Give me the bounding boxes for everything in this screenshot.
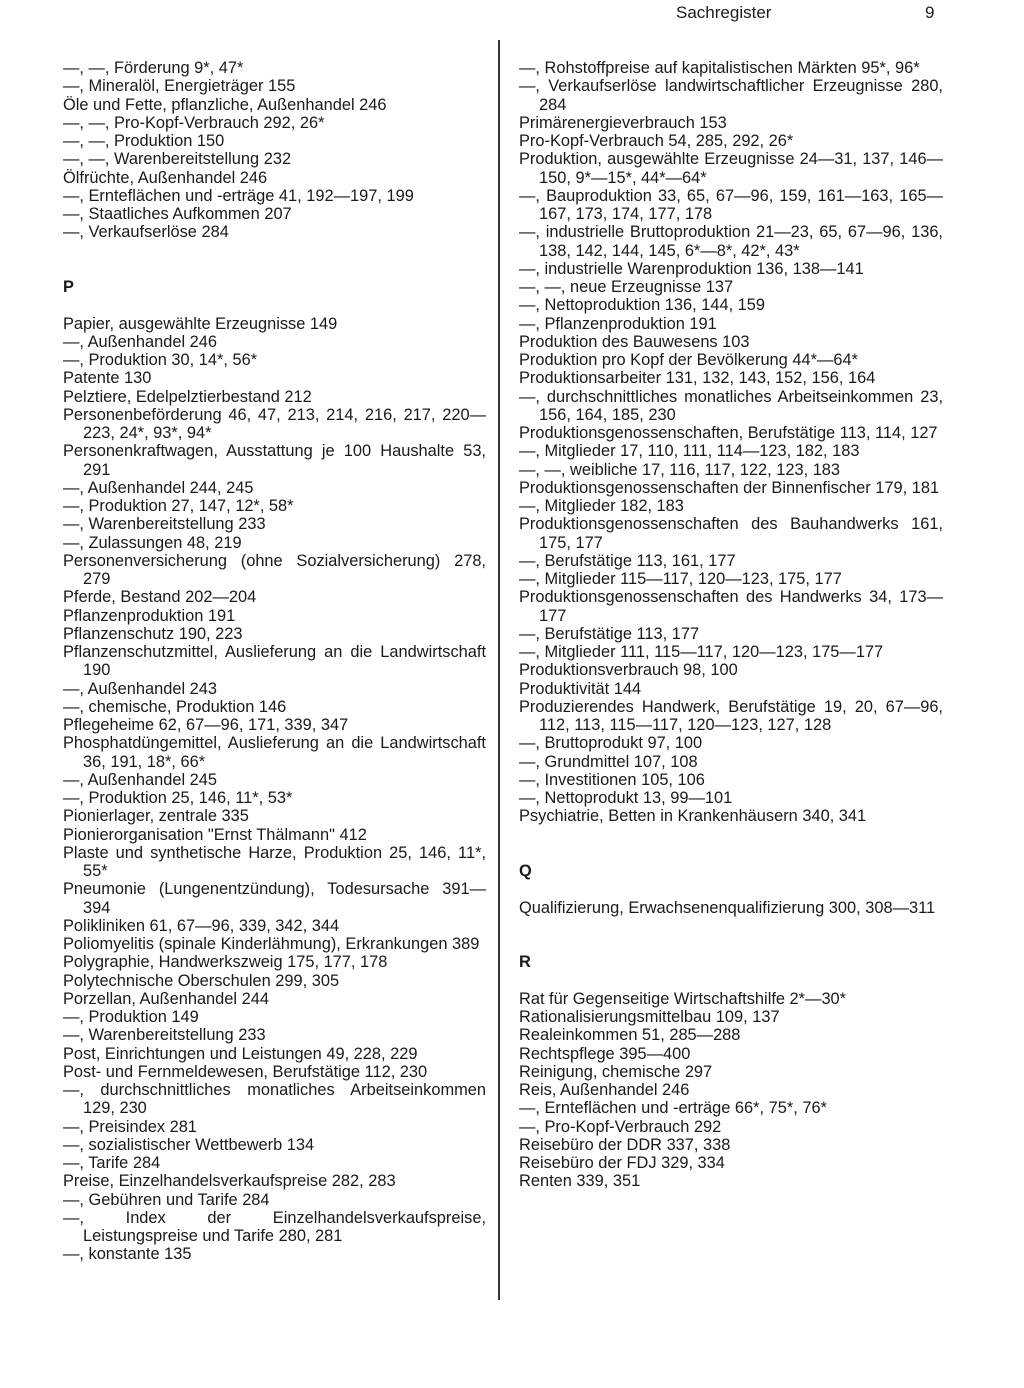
index-entry: Produzierendes Handwerk, Berufstätige 19, 20, 67—96, 112, 113, 115—117, 120—123, 127, 128 [519, 697, 943, 734]
index-entry: —, Pro-Kopf-Verbrauch 292 [519, 1117, 722, 1136]
index-entry: —, Nettoproduktion 136, 144, 159 [519, 296, 766, 315]
index-entry: —, Warenbereitstellung 233 [63, 1026, 266, 1045]
index-entry: —, Außenhandel 244, 245 [63, 478, 254, 497]
index-entry: —, Außenhandel 245 [63, 770, 218, 789]
column-divider [498, 40, 500, 1300]
index-entry: —, Index der Einzelhandelsverkaufspreise, Leistungspreise und Tarife 280, 281 [63, 1208, 486, 1245]
index-entry: —, Außenhandel 243 [63, 679, 218, 698]
index-entry: Renten 339, 351 [519, 1172, 641, 1191]
index-entry: Produktion pro Kopf der Bevölkerung 44*—64* [519, 351, 858, 369]
index-entry: Preise, Einzelhandelsverkaufspreise 282, 283 [63, 1172, 396, 1191]
index-entry: —, —, neue Erzeugnisse 137 [519, 278, 734, 296]
index-entry: —, —, Warenbereitstellung 232 [63, 150, 292, 169]
index-entry: —, Mitglieder 111, 115—117, 120—123, 175—177 [519, 643, 884, 661]
index-entry: Papier, ausgewählte Erzeugnisse 149 [63, 314, 338, 333]
blank-line [63, 242, 486, 260]
index-entry: Psychiatrie, Betten in Krankenhäusern 340, 341 [519, 807, 867, 826]
index-entry: —, Produktion 149 [63, 1008, 199, 1026]
index-entry: Primärenergieverbrauch 153 [519, 113, 727, 132]
index-entry: Personenkraftwagen, Ausstattung je 100 Haushalte 53, 291 [63, 442, 486, 479]
index-entry: —, Verkaufserlöse 284 [63, 223, 229, 242]
index-entry: Pflanzenschutz 190, 223 [63, 624, 243, 643]
index-entry: Personenbeförderung 46, 47, 213, 214, 216, 217, 220—223, 24*, 93*, 94* [63, 405, 486, 442]
index-entry: Produktivität 144 [519, 679, 642, 698]
page-number: 9 [925, 3, 935, 22]
section-letter-heading: P [63, 278, 74, 296]
section-letter-heading: Q [519, 862, 532, 880]
index-entry: Produktion des Bauwesens 103 [519, 332, 750, 351]
index-entry: Ölfrüchte, Außenhandel 246 [63, 168, 268, 187]
index-entry: —, Rohstoffpreise auf kapitalistischen Märkten 95*, 96* [519, 59, 920, 77]
blank-line [63, 296, 486, 314]
index-entry: Pflanzenproduktion 191 [63, 606, 236, 625]
index-entry: Reis, Außenhandel 246 [519, 1081, 690, 1099]
index-entry: Pflegeheime 62, 67—96, 171, 339, 347 [63, 716, 349, 734]
index-entry: —, Zulassungen 48, 219 [63, 533, 242, 552]
index-column-left [63, 59, 486, 1264]
index-entry: —, Gebühren und Tarife 284 [63, 1190, 270, 1209]
blank-line [519, 935, 943, 953]
index-entry: —, Produktion 30, 14*, 56* [63, 351, 258, 369]
index-entry: Rechtspflege 395—400 [519, 1044, 691, 1063]
index-entry: —, —, Produktion 150 [63, 132, 225, 150]
index-entry: Pflanzenschutzmittel, Auslieferung an die Landwirtschaft 190 [63, 643, 486, 680]
index-entry: —, Ernteflächen und -erträge 66*, 75*, 76* [519, 1099, 827, 1118]
index-entry: —, Nettoprodukt 13, 99—101 [519, 789, 733, 807]
index-entry: —, Verkaufserlöse landwirtschaftlicher Erzeugnisse 280, 284 [519, 77, 943, 114]
blank-line [63, 260, 486, 278]
index-entry: —, industrielle Warenproduktion 136, 138—141 [519, 259, 864, 278]
index-entry: —, sozialistischer Wettbewerb 134 [63, 1135, 315, 1154]
section-letter-heading: R [519, 953, 531, 972]
index-entry: —, Mineralöl, Energieträger 155 [63, 77, 296, 96]
index-entry: Pferde, Bestand 202—204 [63, 588, 257, 607]
index-entry: Polygraphie, Handwerkszweig 175, 177, 178 [63, 953, 388, 972]
index-entry: —, Berufstätige 113, 177 [519, 624, 700, 643]
index-entry: Produktionsgenossenschaften des Bauhandwerks 161, 175, 177 [519, 515, 943, 552]
index-entry: Produktionsverbrauch 98, 100 [519, 661, 738, 680]
index-entry: Poliomyelitis (spinale Kinderlähmung), Erkrankungen 389 [63, 935, 480, 953]
index-entry: Pionierorganisation "Ernst Thälmann" 412 [63, 825, 367, 844]
index-entry: —, Berufstätige 113, 161, 177 [519, 551, 736, 570]
index-entry: Polytechnische Oberschulen 299, 305 [63, 971, 340, 990]
index-entry: Pneumonie (Lungenentzündung), Todesursache 391—394 [63, 880, 486, 917]
blank-line [519, 917, 943, 935]
index-entry: —, chemische, Produktion 146 [63, 697, 287, 716]
index-entry: —, Ernteflächen und -erträge 41, 192—197, 199 [63, 186, 414, 205]
index-entry: Produktionsgenossenschaften, Berufstätige 113, 114, 127 [519, 424, 938, 442]
index-entry: —, Außenhandel 246 [63, 332, 218, 351]
index-entry: —, Staatliches Aufkommen 207 [63, 205, 292, 223]
index-entry: Qualifizierung, Erwachsenenqualifizierung 300, 308—311 [519, 898, 936, 917]
index-entry: —, Pflanzenproduktion 191 [519, 314, 717, 333]
index-entry: Post, Einrichtungen und Leistungen 49, 228, 229 [63, 1044, 418, 1063]
index-entry: —, Produktion 27, 147, 12*, 58* [63, 497, 294, 515]
index-entry: —, Bruttoprodukt 97, 100 [519, 734, 703, 753]
index-entry: Produktionsgenossenschaften der Binnenfischer 179, 181 [519, 478, 940, 497]
blank-line [519, 844, 943, 862]
index-entry: —, —, Pro-Kopf-Verbrauch 292, 26* [63, 113, 325, 132]
index-column-right [519, 59, 943, 1191]
index-entry: Reisebüro der FDJ 329, 334 [519, 1154, 725, 1172]
index-entry: —, Mitglieder 182, 183 [519, 497, 684, 515]
index-entry: Reisebüro der DDR 337, 338 [519, 1135, 731, 1154]
index-entry: —, konstante 135 [63, 1245, 192, 1264]
index-entry: Post- und Fernmeldewesen, Berufstätige 112, 230 [63, 1062, 428, 1081]
index-entry: Porzellan, Außenhandel 244 [63, 989, 269, 1008]
index-entry: —, durchschnittliches monatliches Arbeitseinkommen 129, 230 [63, 1081, 486, 1118]
index-entry: Rationalisierungsmittelbau 109, 137 [519, 1008, 780, 1026]
index-entry: —, Grundmittel 107, 108 [519, 752, 698, 771]
blank-line [519, 880, 943, 898]
blank-line [519, 972, 943, 990]
index-entry: Realeinkommen 51, 285—288 [519, 1026, 741, 1045]
index-entry: Reinigung, chemische 297 [519, 1062, 713, 1081]
index-entry: Phosphatdüngemittel, Auslieferung an die Landwirtschaft 36, 191, 18*, 66* [63, 734, 486, 771]
index-entry: —, Preisindex 281 [63, 1117, 197, 1136]
index-entry: Polikliniken 61, 67—96, 339, 342, 344 [63, 916, 340, 935]
index-entry: —, Mitglieder 17, 110, 111, 114—123, 182, 183 [519, 442, 860, 461]
index-entry: —, Mitglieder 115—117, 120—123, 175, 177 [519, 570, 842, 588]
running-head: Sachregister [676, 3, 772, 22]
index-entry: —, industrielle Bruttoproduktion 21—23, 65, 67—96, 136, 138, 142, 144, 145, 6*—8*, 42*, 43* [519, 223, 943, 260]
index-entry: —, Tarife 284 [63, 1154, 161, 1172]
index-entry: —, durchschnittliches monatliches Arbeitseinkommen 23, 156, 164, 185, 230 [519, 387, 943, 424]
index-entry: Pelztiere, Edelpelztierbestand 212 [63, 387, 312, 406]
index-entry: Rat für Gegenseitige Wirtschaftshilfe 2*—30* [519, 989, 847, 1008]
blank-line [519, 826, 943, 844]
index-entry: Produktion, ausgewählte Erzeugnisse 24—31, 137, 146—150, 9*—15*, 44*—64* [519, 150, 943, 187]
index-entry: Plaste und synthetische Harze, Produktion 25, 146, 11*, 55* [63, 843, 486, 880]
index-entry: Produktionsarbeiter 131, 132, 143, 152, 156, 164 [519, 369, 876, 388]
index-entry: —, Bauproduktion 33, 65, 67—96, 159, 161—163, 165—167, 173, 174, 177, 178 [519, 186, 943, 223]
index-entry: —, —, Förderung 9*, 47* [63, 59, 244, 77]
index-entry: Pionierlager, zentrale 335 [63, 807, 249, 826]
index-entry: Öle und Fette, pflanzliche, Außenhandel 246 [63, 95, 387, 114]
index-entry: Personenversicherung (ohne Sozialversicherung) 278, 279 [63, 551, 486, 588]
index-entry: Patente 130 [63, 369, 152, 388]
index-entry: —, —, weibliche 17, 116, 117, 122, 123, 183 [519, 460, 841, 479]
index-entry: —, Investitionen 105, 106 [519, 770, 705, 789]
index-entry: Pro-Kopf-Verbrauch 54, 285, 292, 26* [519, 132, 794, 150]
index-entry: —, Warenbereitstellung 233 [63, 515, 266, 534]
index-entry: —, Produktion 25, 146, 11*, 53* [63, 789, 293, 807]
index-entry: Produktionsgenossenschaften des Handwerks 34, 173—177 [519, 588, 943, 625]
